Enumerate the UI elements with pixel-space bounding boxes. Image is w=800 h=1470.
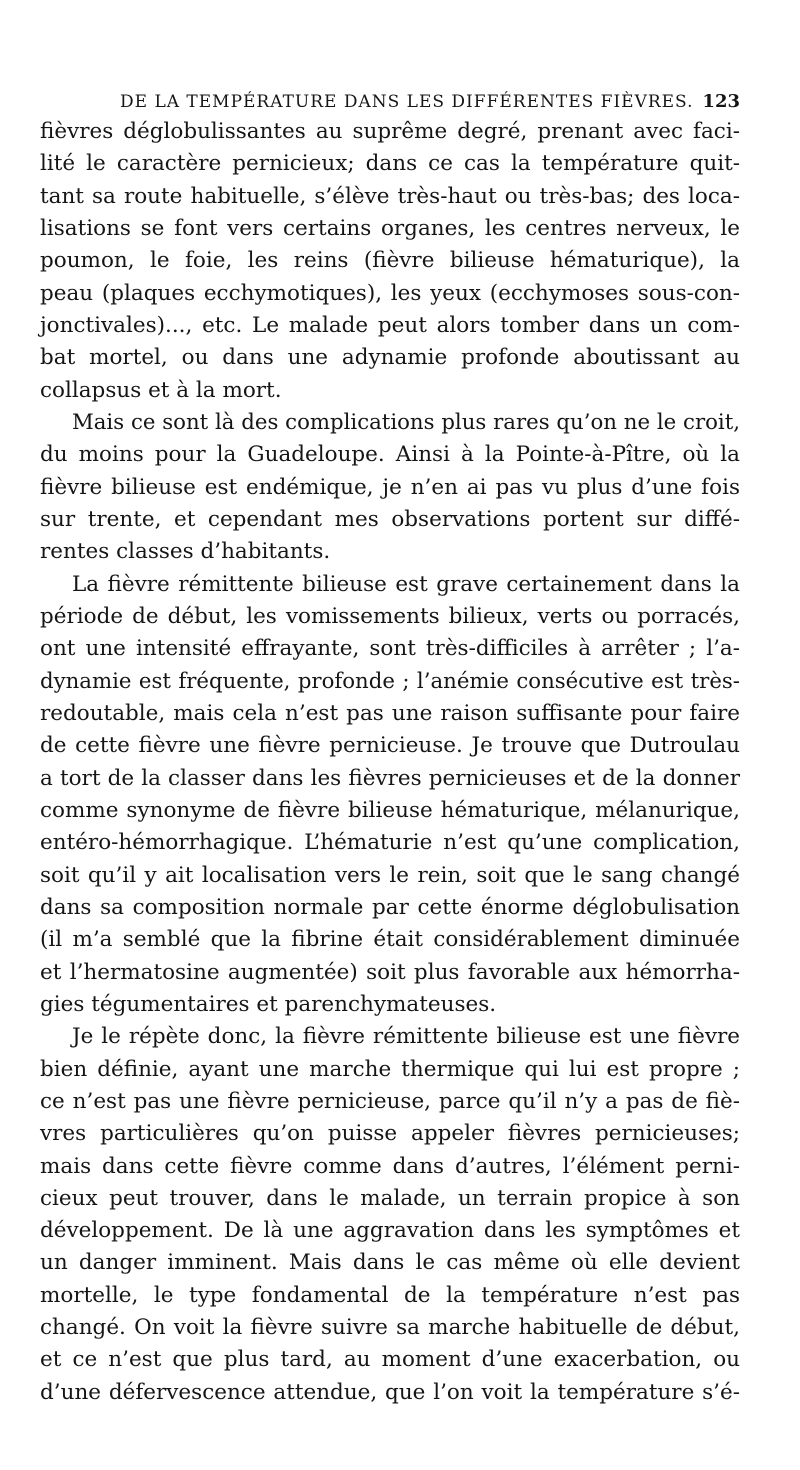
text-line: jonctivales)..., etc. Le malade peut alors tomber dans un com- [40,312,740,338]
text-line: période de début, les vomissements bilieux, verts ou porracés, [40,603,740,629]
text-line: lité le caractère pernicieux; dans ce cas la température quit- [40,151,740,177]
text-line: bat mortel, ou dans une adynamie profonde aboutissant au [40,345,740,371]
text-line: tant sa route habituelle, s’élève très-haut ou très-bas; des loca- [40,183,740,209]
text-line: rentes classes d’habitants. [40,539,331,565]
text-line: vres particulières qu’on puisse appeler fièvres pernicieuses; [40,1121,740,1147]
text-line: La fièvre rémittente bilieuse est grave certainement dans la [72,571,740,597]
text-line: bien définie, ayant une marche thermique qui lui est propre ; [40,1056,740,1082]
text-line: lisations se font vers certains organes, les centres nerveux, le [40,215,740,241]
text-line: dynamie est fréquente, profonde ; l’anémie consécutive est très- [40,668,740,694]
text-line: d’une défervescence attendue, que l’on voit la température s’é- [40,1379,740,1405]
text-line: mortelle, le type fondamental de la température n’est pas [40,1282,740,1308]
text-line: soit qu’il y ait localisation vers le rein, soit que le sang changé [40,862,740,888]
text-line: développement. De là une aggravation dans les symptômes et [40,1218,740,1244]
text-line: peau (plaques ecchymotiques), les yeux (ecchymoses sous-con- [40,280,740,306]
text-line: changé. On voit la fièvre suivre sa marche habituelle de début, [40,1315,740,1341]
text-line: (il m’a semblé que la fibrine était considérablement diminuée [40,927,740,953]
text-line: un danger imminent. Mais dans le cas même où elle devient [40,1250,740,1276]
text-line: a tort de la classer dans les fièvres pernicieuses et de la donner [40,765,740,791]
text-line: et ce n’est que plus tard, au moment d’une exacerbation, ou [40,1347,740,1373]
text-line: et l’hermatosine augmentée) soit plus favorable aux hémorrha- [40,959,740,985]
text-line: fièvres déglobulissantes au suprême degré, prenant avec faci- [40,119,740,144]
text-line: Je le répète donc, la fièvre rémittente bilieuse est une fièvre [72,1024,740,1050]
body-text [40,116,740,1409]
running-title: DE LA TEMPÉRATURE DANS LES DIFFÉRENTES FIÈVRES. [120,92,694,112]
text-line: collapsus et à la mort. [40,377,282,403]
text-line: du moins pour la Guadeloupe. Ainsi à la Pointe-à-Pître, où la [40,442,740,468]
text-line: gies tégumentaires et parenchymateuses. [40,991,497,1017]
text-line: fièvre bilieuse est endémique, je n’en ai pas vu plus d’une fois [40,474,740,500]
running-head [40,88,740,118]
text-line: sur trente, et cependant mes observations portent sur diffé- [40,506,740,532]
text-line: cieux peut trouver, dans le malade, un terrain propice à son [40,1185,740,1211]
text-line: Mais ce sont là des complications plus rares qu’on ne le croit, [72,409,740,435]
text-line: mais dans cette fièvre comme dans d’autres, l’élément perni- [40,1153,740,1179]
text-line: de cette fièvre une fièvre pernicieuse. Je trouve que Dutroulau [40,733,740,759]
text-line: ce n’est pas une fièvre pernicieuse, parce qu’il n’y a pas de fiè- [40,1088,740,1114]
text-line: redoutable, mais cela n’est pas une raison suffisante pour faire [40,700,740,726]
text-line: entéro-hémorrhagique. L’hématurie n’est qu’une complication, [40,830,740,856]
text-line: comme synonyme de fièvre bilieuse hématurique, mélanurique, [40,797,740,823]
text-line: ont une intensité effrayante, sont très-difficiles à arrêter ; l’a- [40,636,740,662]
text-line: poumon, le foie, les reins (fièvre bilieuse hématurique), la [40,248,740,274]
page-number: 123 [702,91,740,112]
text-line: dans sa composition normale par cette énorme déglobulisation [40,894,740,920]
